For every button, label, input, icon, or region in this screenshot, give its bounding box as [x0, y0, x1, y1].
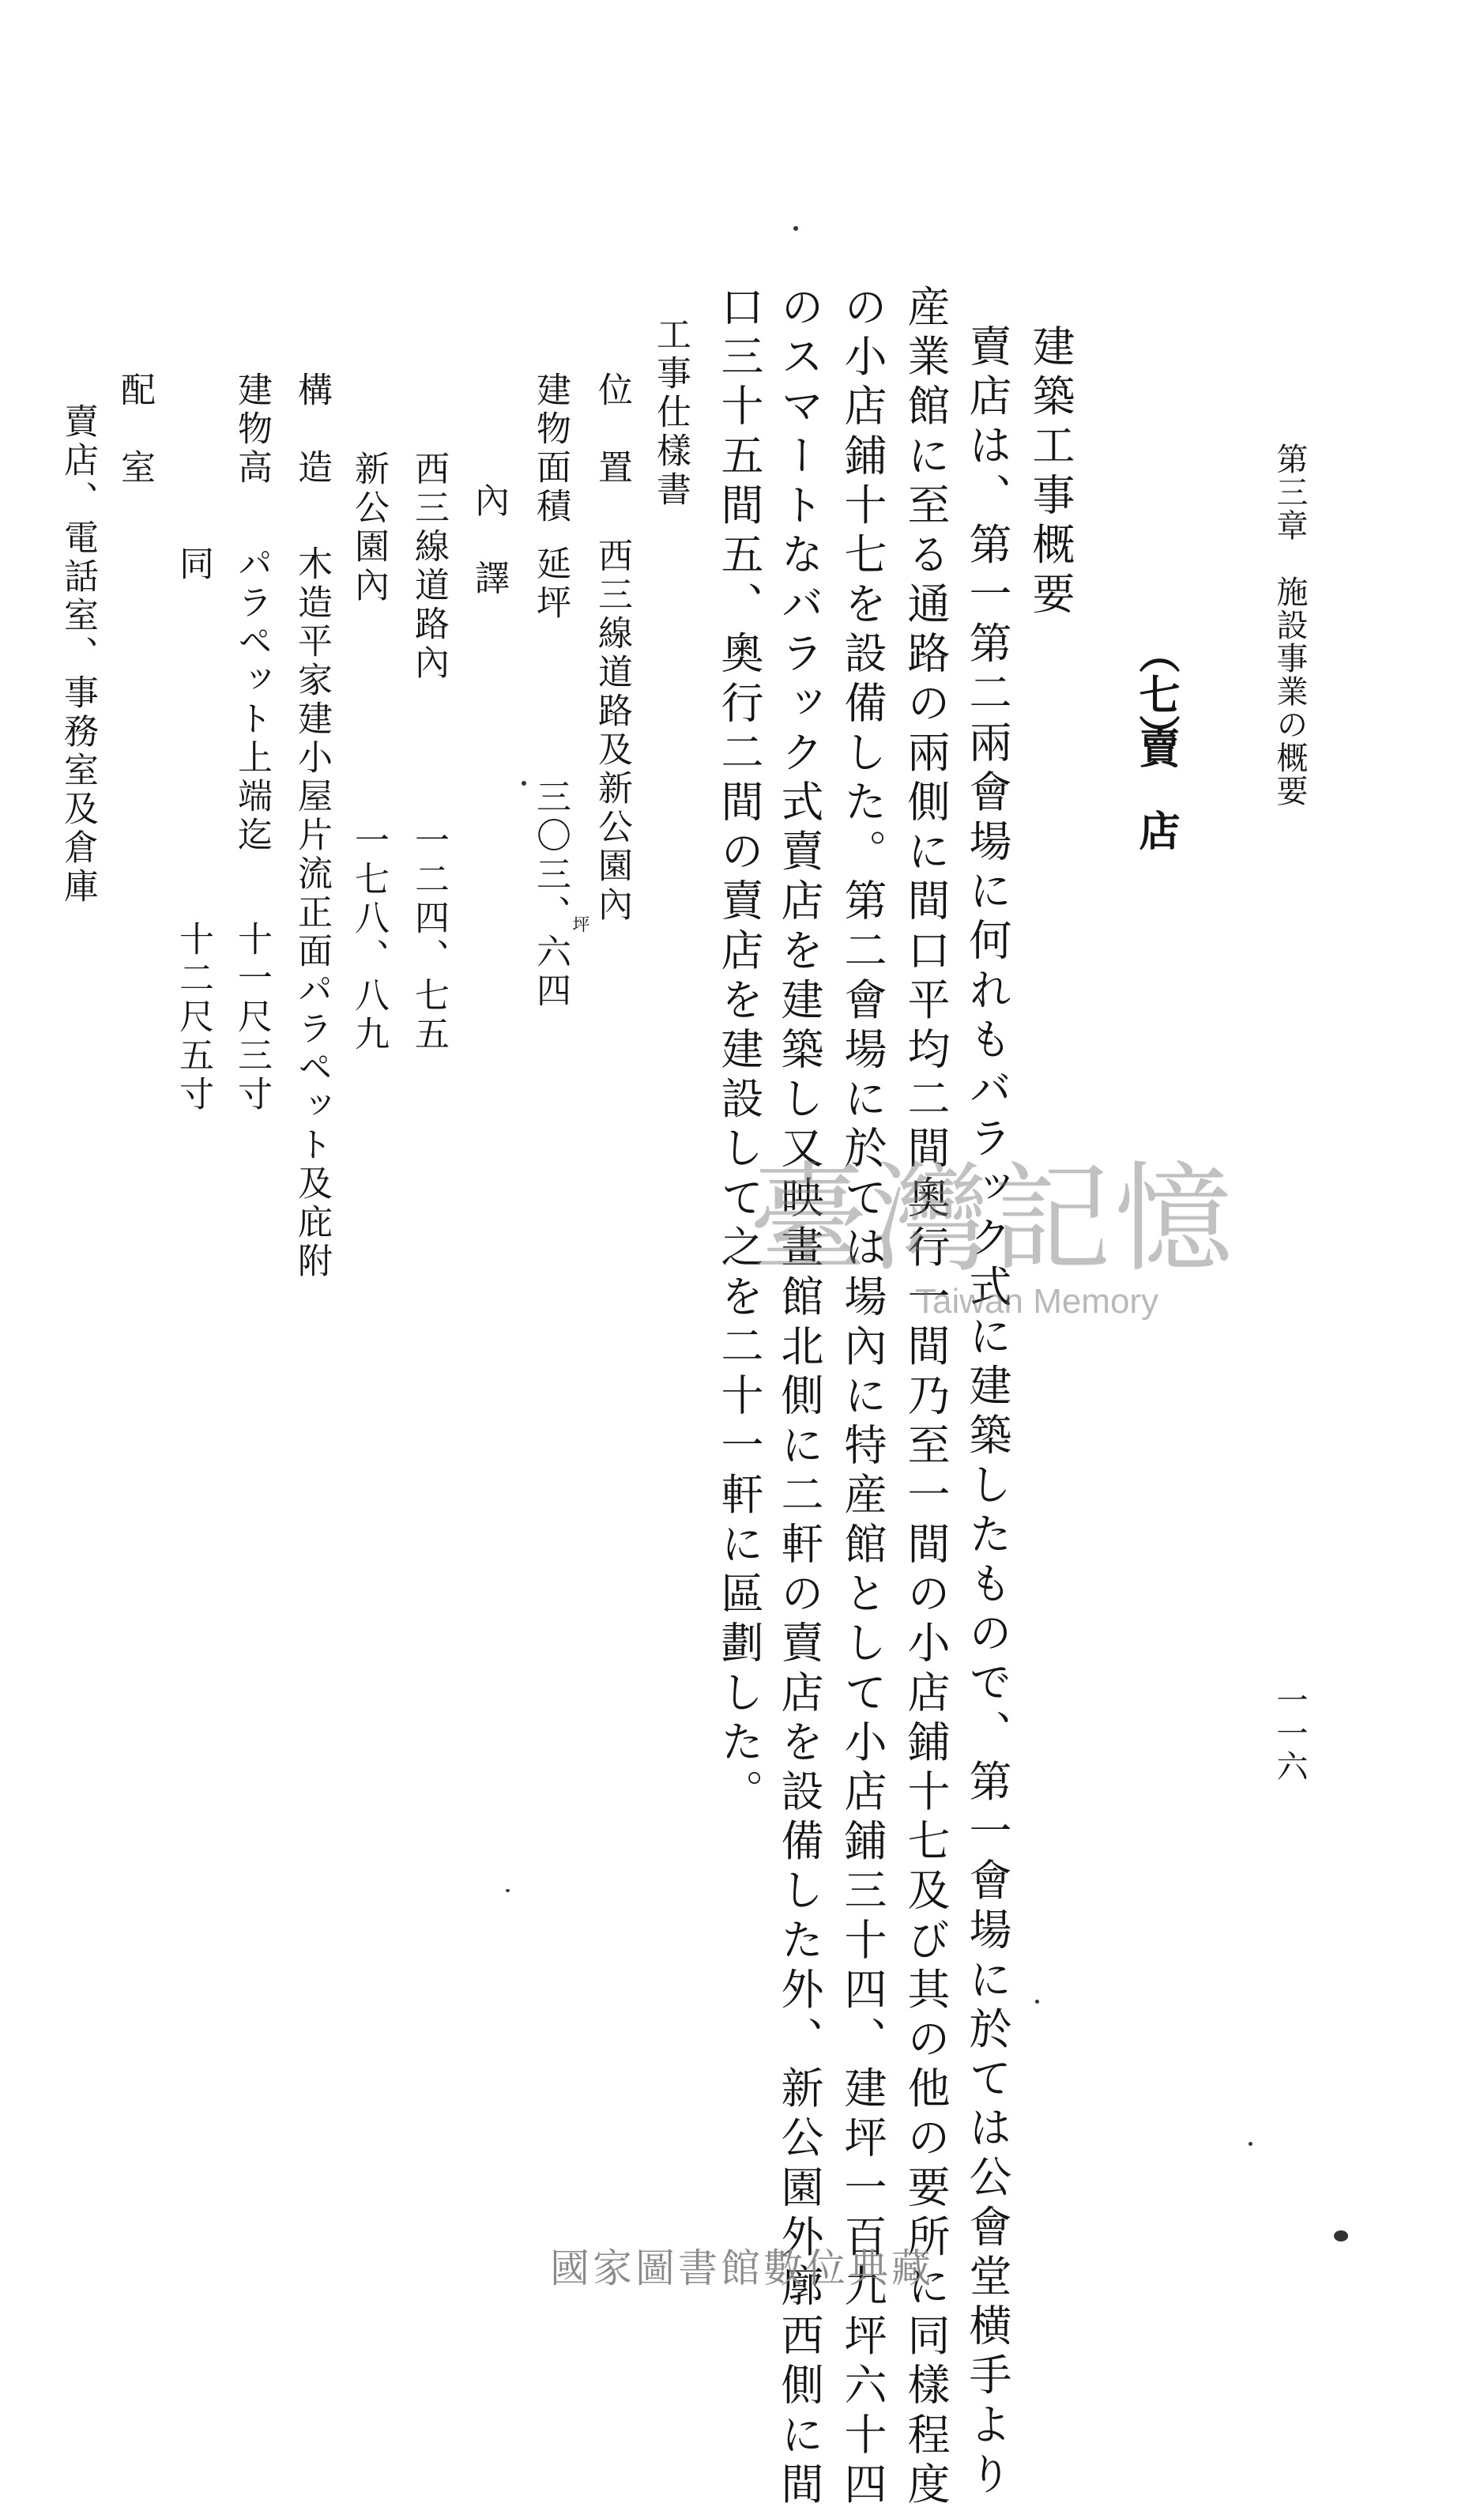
- chapter-title: 第三章 施設事業の概要: [1271, 443, 1308, 808]
- subheading-construction-summary: 建築工事概要: [1026, 324, 1075, 621]
- watermark-en: Taiwan Memory: [915, 1282, 1159, 1321]
- spec-same-measure: 十二尺五寸: [173, 921, 213, 1114]
- spec-breakdown-item-label: 新公園內: [348, 451, 389, 605]
- spec-area-label: 建物面積: [530, 371, 571, 526]
- paragraph-line: の小店鋪十七を設備した。第二會場に於ては場內に特産館として小店鋪三十四、建坪一百九坪六十四: [838, 285, 887, 2511]
- spec-rooms-value: 賣店、電話室、事務室及倉庫: [58, 403, 98, 907]
- paragraph-line: 産業館に至る通路の兩側に間口平均二間奧行一間乃至一間の小店鋪十七及び其の他の要所に同樣程度: [901, 285, 951, 2511]
- spec-breakdown-item-label: 西三線道路內: [409, 451, 449, 683]
- page-number: 一一六: [1271, 1683, 1308, 1783]
- footer-collection-label: 國家圖書館數位典藏: [550, 2245, 934, 2291]
- spec-heading: 工事仕樣書: [650, 316, 691, 510]
- spec-location-value: 西三線道路及新公園內: [592, 537, 632, 925]
- watermark-cn: 臺灣記憶: [749, 1151, 1237, 1288]
- spec-structure-value: 木造平家建小屋片流正面パラペット及庇附: [292, 545, 332, 1281]
- paragraph-line: 賣店は、第一第二兩會場に何れもバラック式に建築したもので、第一會場に於ては公會堂横手より: [962, 324, 1012, 2502]
- section-title: 賣 店: [1132, 727, 1180, 850]
- spec-structure-label: 構 造: [292, 371, 332, 488]
- scan-speck: [506, 1889, 510, 1892]
- spec-breakdown-item-value: 一二四、七五: [409, 822, 449, 1054]
- spec-area-unit: 坪: [570, 915, 589, 933]
- taiwan-memory-watermark: [749, 1151, 1239, 1321]
- spec-breakdown-label: 內 譯: [469, 482, 509, 598]
- spec-same-label: 同: [173, 545, 213, 584]
- paragraph-line: のスマートなバラック式賣店を建築し又映畫館北側に二軒の賣店を設備した外、新公園外廓西側に間: [774, 285, 824, 2511]
- scan-speck: [1249, 2142, 1252, 2146]
- spec-height-label: 建物高: [232, 371, 272, 488]
- spec-height-value: パラペット上端迄: [232, 545, 272, 855]
- spec-breakdown-item-value: 一七八、八九: [348, 822, 389, 1054]
- spec-rooms-label: 配 室: [115, 371, 155, 488]
- scan-speck: [1035, 2000, 1039, 2004]
- paragraph-line: 口三十五間五、奧行二間の賣店を建設して之を二十一軒に區劃した。: [714, 285, 764, 1819]
- spec-height-measure: 十一尺三寸: [232, 921, 272, 1114]
- spec-area-sublabel: 延坪: [530, 545, 571, 623]
- section-number: （七）: [1132, 632, 1180, 756]
- spec-area-value: 三〇三、六四: [530, 779, 571, 1011]
- scan-speck: [522, 781, 526, 786]
- spec-location-label: 位 置: [592, 371, 632, 488]
- scan-speck: [793, 226, 798, 231]
- scan-speck: [1334, 2230, 1348, 2241]
